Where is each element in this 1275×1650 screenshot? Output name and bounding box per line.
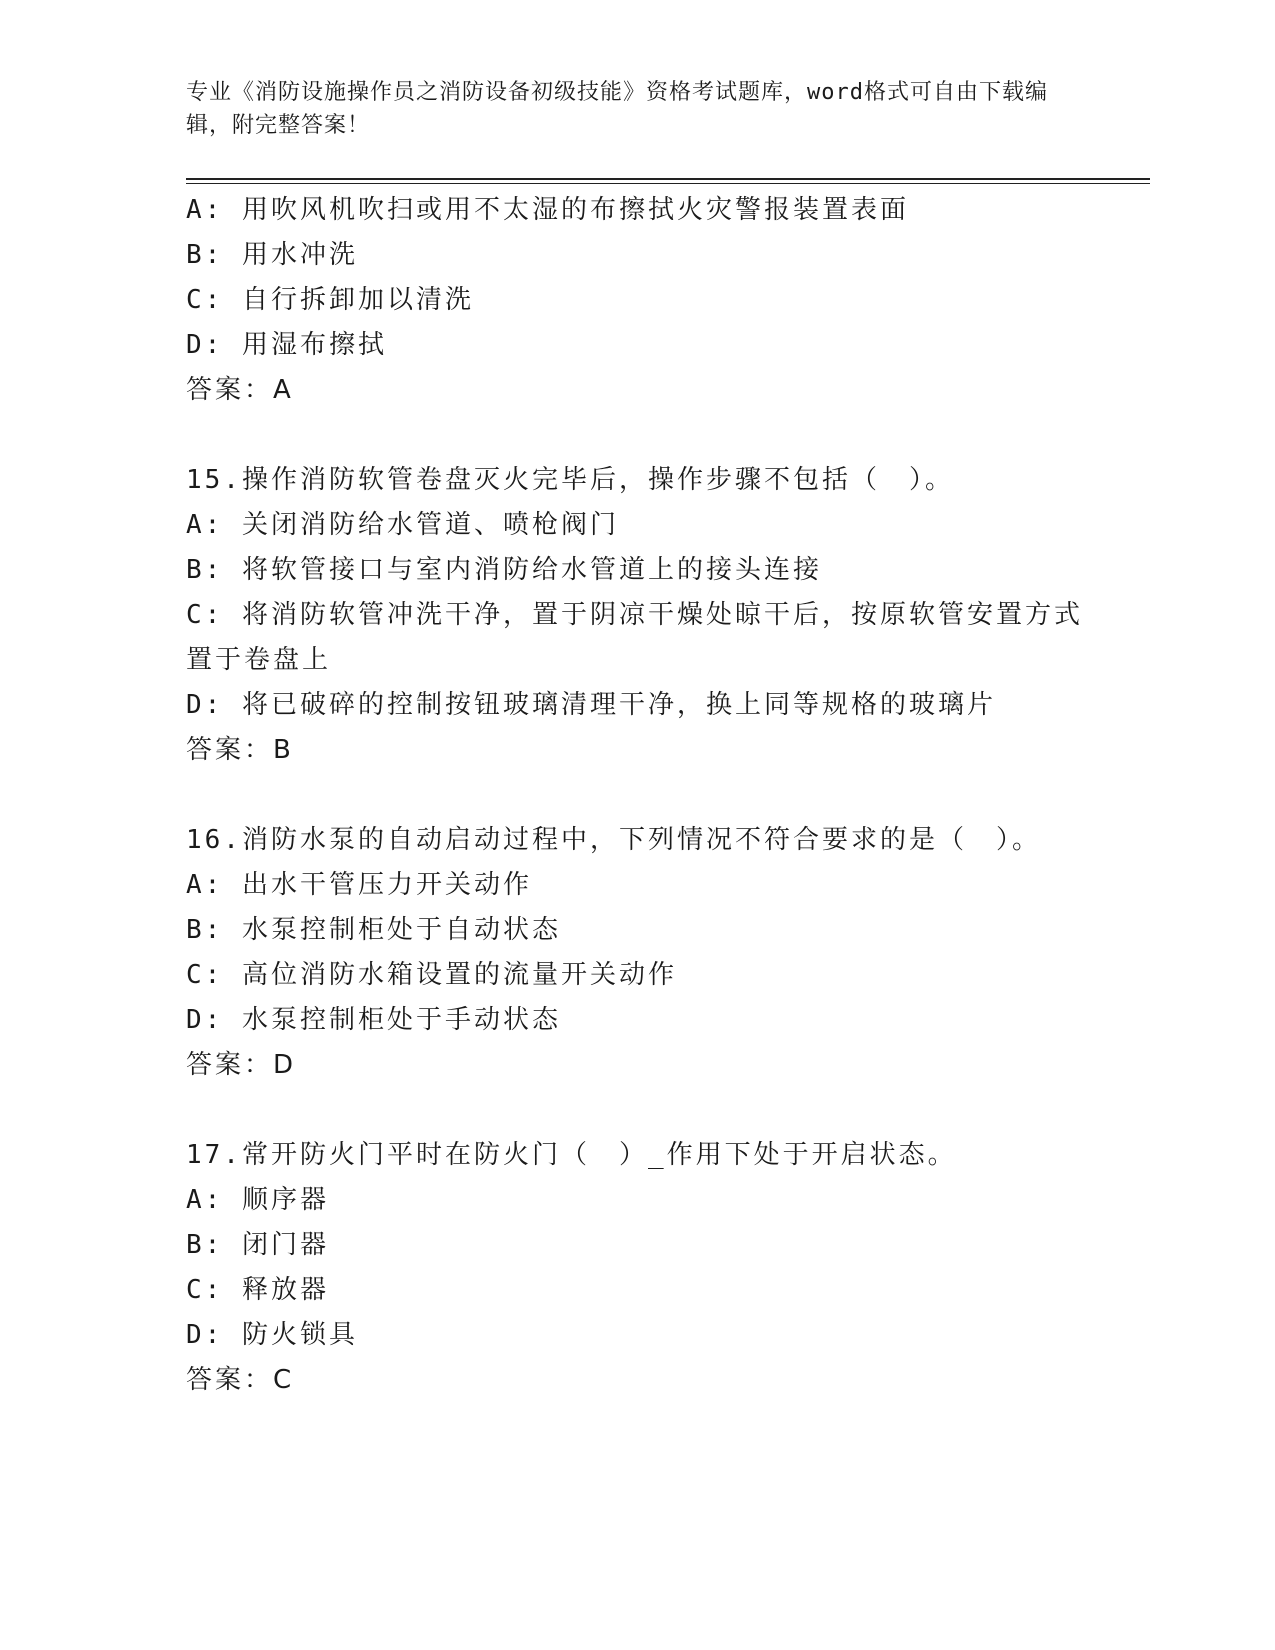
option-c: C: 释放器: [186, 1275, 329, 1305]
option-a: A: 顺序器: [186, 1185, 329, 1215]
header-divider-thick: [186, 178, 1150, 180]
option-b: B: 用水冲洗: [186, 240, 358, 270]
option-d: D: 防火锁具: [186, 1320, 358, 1350]
answer-line: 答案：A: [186, 375, 294, 405]
question-block-17: [186, 1133, 1086, 1403]
spacer: [186, 773, 1086, 818]
option-b: B: 水泵控制柜处于自动状态: [186, 915, 561, 945]
option-c: C: 高位消防水箱设置的流量开关动作: [186, 960, 677, 990]
option-a: A: 用吹风机吹扫或用不太湿的布擦拭火灾警报装置表面: [186, 195, 909, 225]
option-b: B: 将软管接口与室内消防给水管道上的接头连接: [186, 555, 822, 585]
question-block-prev: [186, 188, 1086, 413]
spacer: [186, 1088, 1086, 1133]
option-d: D: 水泵控制柜处于手动状态: [186, 1005, 561, 1035]
option-c: C: 将消防软管冲洗干净，置于阴凉干燥处晾干后，按原软管安置方式置于卷盘上: [186, 600, 1083, 675]
spacer: [186, 413, 1086, 458]
option-a: A: 关闭消防给水管道、喷枪阀门: [186, 510, 619, 540]
question-list: [186, 188, 1086, 1403]
option-b: B: 闭门器: [186, 1230, 329, 1260]
answer-line: 答案：D: [186, 1050, 297, 1080]
document-header: 专业《消防设施操作员之消防设备初级技能》资格考试题库，word格式可自由下载编辑，附完整答案！: [186, 80, 1048, 138]
question-stem: 17.常开防火门平时在防火门（ ）_作用下处于开启状态。: [186, 1140, 957, 1170]
option-d: D: 将已破碎的控制按钮玻璃清理干净，换上同等规格的玻璃片: [186, 690, 996, 720]
option-c: C: 自行拆卸加以清洗: [186, 285, 474, 315]
header-divider-thin: [186, 183, 1150, 184]
question-stem: 16.消防水泵的自动启动过程中，下列情况不符合要求的是（ ）。: [186, 825, 1041, 855]
answer-line: 答案：C: [186, 1365, 295, 1395]
question-block-15: [186, 458, 1086, 773]
option-a: A: 出水干管压力开关动作: [186, 870, 532, 900]
answer-line: 答案：B: [186, 735, 294, 765]
question-stem: 15.操作消防软管卷盘灭火完毕后，操作步骤不包括（ ）。: [186, 465, 954, 495]
option-d: D: 用湿布擦拭: [186, 330, 387, 360]
question-block-16: [186, 818, 1086, 1088]
